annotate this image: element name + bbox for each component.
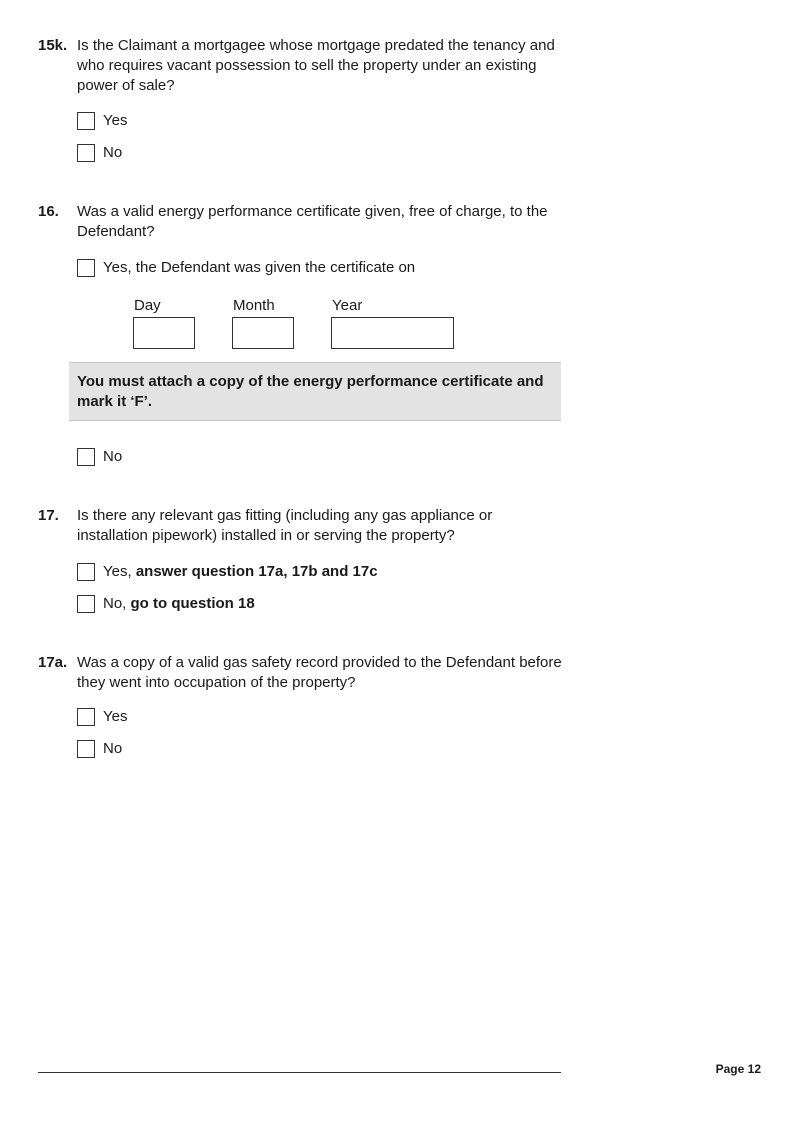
q17a-yes-label: Yes [103,708,128,725]
q15k-option-yes[interactable] [77,111,127,131]
q15k-no-checkbox[interactable] [77,144,95,162]
q17-option-yes[interactable] [77,562,378,582]
q17-no-label [103,594,255,614]
q17-yes-label [103,562,378,582]
date-year-input[interactable] [331,317,454,349]
q16-no-label: No [103,448,123,465]
q17-option-no[interactable] [77,594,255,614]
q17-yes-checkbox[interactable] [77,563,95,581]
q16-no-checkbox[interactable] [77,448,95,466]
page-number: Page 12 [715,1062,761,1076]
q16-yes-label: Yes, the Defendant was given the certificate on [103,259,416,276]
question-15k-number: 15k. [38,37,68,54]
q16-option-no[interactable] [77,447,122,467]
epc-notice-box [69,362,561,421]
question-17a-text: Was a copy of a valid gas safety record provided to the Defendant before they went into occupation of the property? [77,654,562,691]
q17-no-checkbox[interactable] [77,595,95,613]
date-month-label: Month [233,297,275,314]
question-17a-number: 17a. [38,654,68,671]
q15k-option-no[interactable] [77,143,122,163]
q17a-no-label: No [103,740,123,757]
q15k-yes-label: Yes [103,112,128,129]
q17-no-prefix: No, [103,595,131,612]
footer-divider [38,1072,561,1073]
q17a-no-checkbox[interactable] [77,740,95,758]
q17-no-instruction: go to question 18 [130,595,255,612]
epc-notice-text: You must attach a copy of the energy performance certificate and mark it ‘F’. [77,373,544,410]
q16-option-yes[interactable] [77,258,415,278]
question-16-number: 16. [38,203,59,220]
question-16-text: Was a valid energy performance certificate given, free of charge, to the Defendant? [77,203,548,240]
q15k-yes-checkbox[interactable] [77,112,95,130]
date-day-label: Day [134,297,161,314]
q16-yes-checkbox[interactable] [77,259,95,277]
date-year-label: Year [332,297,363,314]
date-day-input[interactable] [133,317,195,349]
question-17-text: Is there any relevant gas fitting (including any gas appliance or installation pipework) installed in or serving the property? [77,507,493,544]
q17-yes-prefix: Yes, [103,563,136,580]
q17-yes-instruction: answer question 17a, 17b and 17c [135,563,378,580]
question-17-number: 17. [38,507,59,524]
q17a-option-yes[interactable] [77,707,127,727]
q17a-option-no[interactable] [77,739,122,759]
q15k-no-label: No [103,144,123,161]
q17a-yes-checkbox[interactable] [77,708,95,726]
date-month-input[interactable] [232,317,294,349]
question-15k-text: Is the Claimant a mortgagee whose mortgage predated the tenancy and who requires vacant possession to sell the property under an existing power of sale? [77,37,555,94]
